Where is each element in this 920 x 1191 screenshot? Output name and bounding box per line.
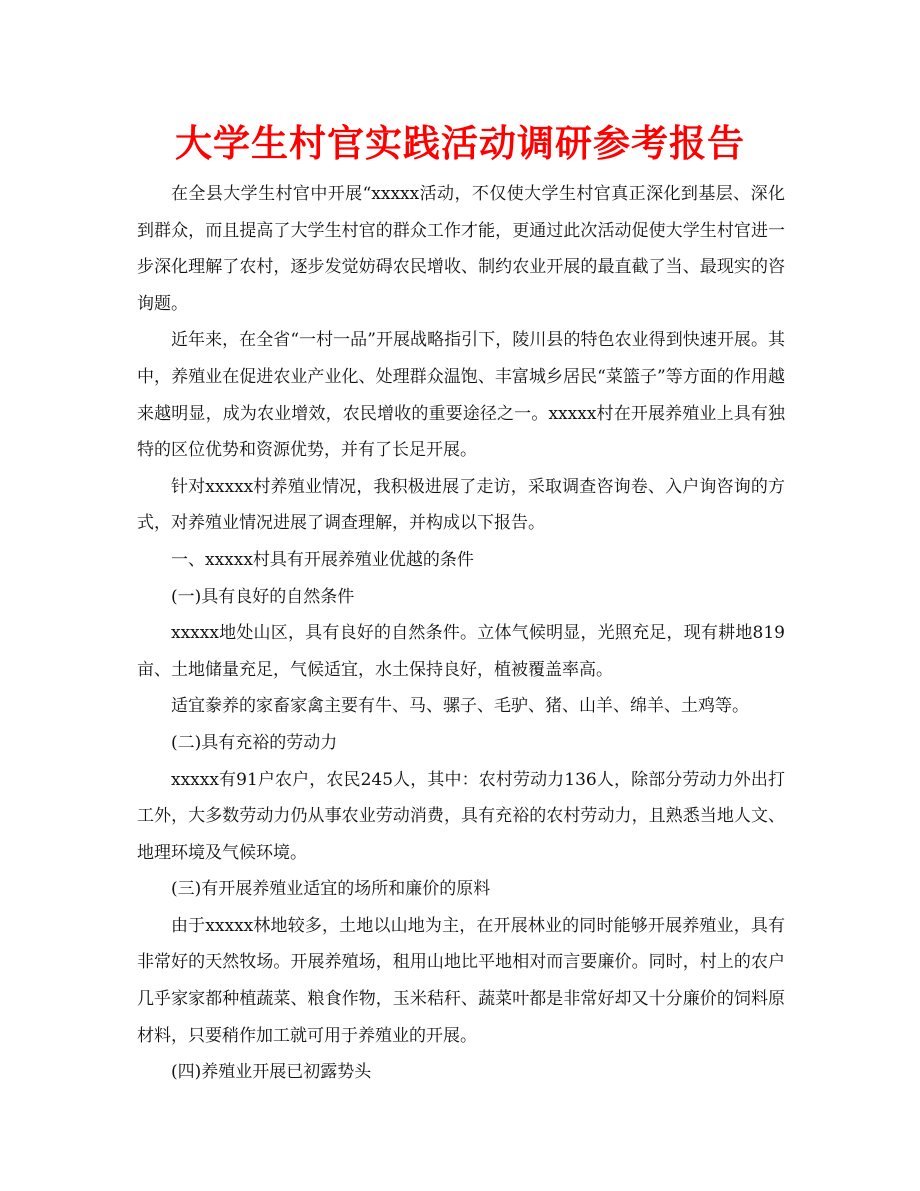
paragraph-labor: xxxxx有91户农户，农民245人，其中：农村劳动力136人，除部分劳动力外出打工外，大多数劳动力仍从事农业劳动消费，具有充裕的农村劳动力，且熟悉当地人文、地理环境及气候环境。 <box>137 769 785 863</box>
subsection-heading-2: (二)具有充裕的劳动力 <box>171 732 338 753</box>
paragraph-livestock: 适宜豢养的家畜家禽主要有牛、马、骡子、毛驴、猪、山羊、绵羊、土鸡等。 <box>171 696 749 717</box>
subsection-heading-3: (三)有开展养殖业适宜的场所和廉价的原料 <box>171 879 491 900</box>
paragraph-natural-conditions: xxxxx地处山区，具有良好的自然条件。立体气候明显，光照充足，现有耕地819亩、土地储量充足，气候适宜，水土保持良好，植被覆盖率高。 <box>137 623 785 680</box>
subsection-heading-1: (一)具有良好的自然条件 <box>171 586 355 607</box>
paragraph-intro: 在全县大学生村官中开展“xxxxx活动，不仅使大学生村官真正深化到基层、深化到群众，而且提高了大学生村官的群众工作才能，更通过此次活动促使大学生村官进一步深化理解了农村，逐步发觉妨碍农民增收、制约农业开展的最直截了当、最现实的咨询题。 <box>137 184 785 314</box>
paragraph-background: 近年来，在全省“一村一品”开展战略指引下，陵川县的特色农业得到快速开展。其中，养殖业在促进农业产业化、处理群众温饱、丰富城乡居民“菜篮子”等方面的作用越来越明显，成为农业增效，农民增收的重要途径之一。xxxxx村在开展养殖业上具有独特的区位优势和资源优势，并有了长足开展。 <box>137 330 785 461</box>
document-title: 大学生村官实践活动调研参考报告 <box>175 122 745 165</box>
paragraph-sites-materials: 由于xxxxx林地较多，土地以山地为主，在开展林业的同时能够开展养殖业，具有非常好的天然牧场。开展养殖场，租用山地比平地相对而言要廉价。同时，村上的农户几乎家家都种植蔬菜、粮食作物，玉米秸秆、蔬菜叶都是非常好却又十分廉价的饲料原材料，只要稍作加工就可用于养殖业的开展。 <box>137 915 785 1046</box>
paragraph-method: 针对xxxxx村养殖业情况，我积极进展了走访，采取调查咨询卷、入户询咨询的方式，对养殖业情况进展了调查理解，并构成以下报告。 <box>137 476 785 534</box>
section-heading-1: 一、xxxxx村具有开展养殖业优越的条件 <box>171 549 474 570</box>
document-body <box>137 176 785 1091</box>
subsection-heading-4: (四)养殖业开展已初露势头 <box>171 1062 372 1083</box>
